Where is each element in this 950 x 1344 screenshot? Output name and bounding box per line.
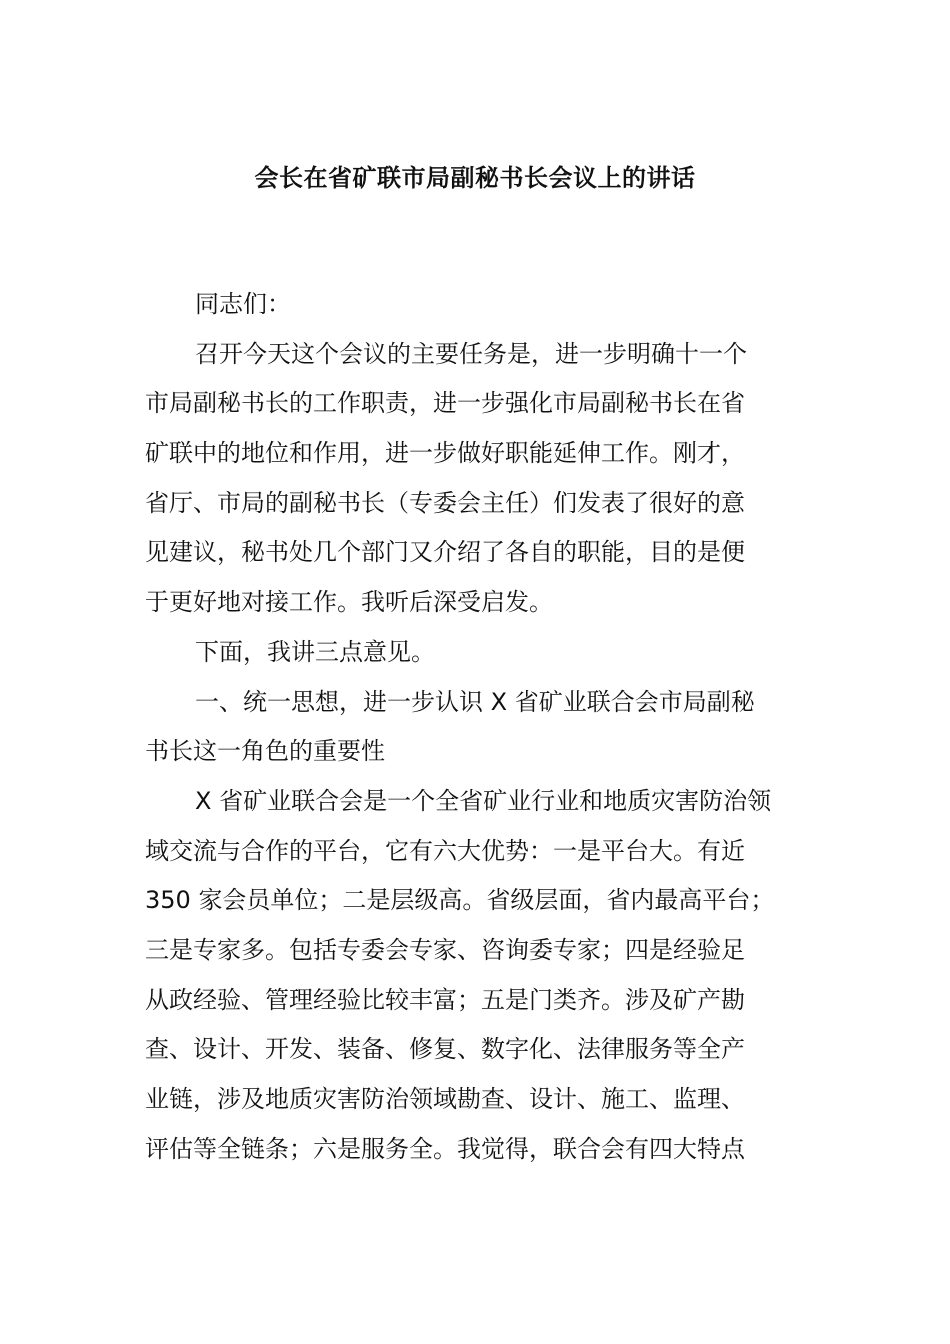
- paragraph-line: 见建议，秘书处几个部门又介绍了各自的职能，目的是便: [145, 538, 745, 567]
- paragraph-line: 下面，我讲三点意见。: [195, 637, 435, 666]
- paragraph-line: 域交流与合作的平台，它有六大优势：一是平台大。有近: [145, 836, 745, 865]
- paragraph-line: 三是专家多。包括专委会专家、咨询委专家；四是经验足: [145, 935, 745, 964]
- paragraph-line: 省厅、市局的副秘书长（专委会主任）们发表了很好的意: [145, 488, 745, 517]
- section-heading-line: 书长这一角色的重要性: [145, 737, 385, 766]
- paragraph-line: 矿联中的地位和作用，进一步做好职能延伸工作。刚才，: [145, 439, 745, 468]
- salutation-line: 同志们：: [195, 290, 291, 318]
- paragraph-line: 召开今天这个会议的主要任务是，进一步明确十一个: [195, 339, 747, 368]
- paragraph-line: 于更好地对接工作。我听后深受启发。: [145, 588, 553, 617]
- paragraph-line: 查、设计、开发、装备、修复、数字化、法律服务等全产: [145, 1035, 745, 1064]
- paragraph-line: 市局副秘书长的工作职责，进一步强化市局副秘书长在省: [145, 389, 745, 418]
- paragraph-line: 350 家会员单位；二是层级高。省级层面，省内最高平台；: [145, 886, 775, 915]
- document-body: [145, 280, 835, 1174]
- paragraph-line: 业链，涉及地质灾害防治领域勘查、设计、施工、监理、: [145, 1085, 745, 1113]
- section-heading-line: 一、统一思想，进一步认识 X 省矿业联合会市局副秘: [195, 687, 755, 716]
- document-title: 会长在省矿联市局副秘书长会议上的讲话: [254, 164, 696, 192]
- paragraph-line: X 省矿业联合会是一个全省矿业行业和地质灾害防治领: [195, 786, 772, 815]
- paragraph-line: 从政经验、管理经验比较丰富；五是门类齐。涉及矿产勘: [145, 985, 745, 1014]
- paragraph-line: 评估等全链条；六是服务全。我觉得，联合会有四大特点: [145, 1134, 745, 1163]
